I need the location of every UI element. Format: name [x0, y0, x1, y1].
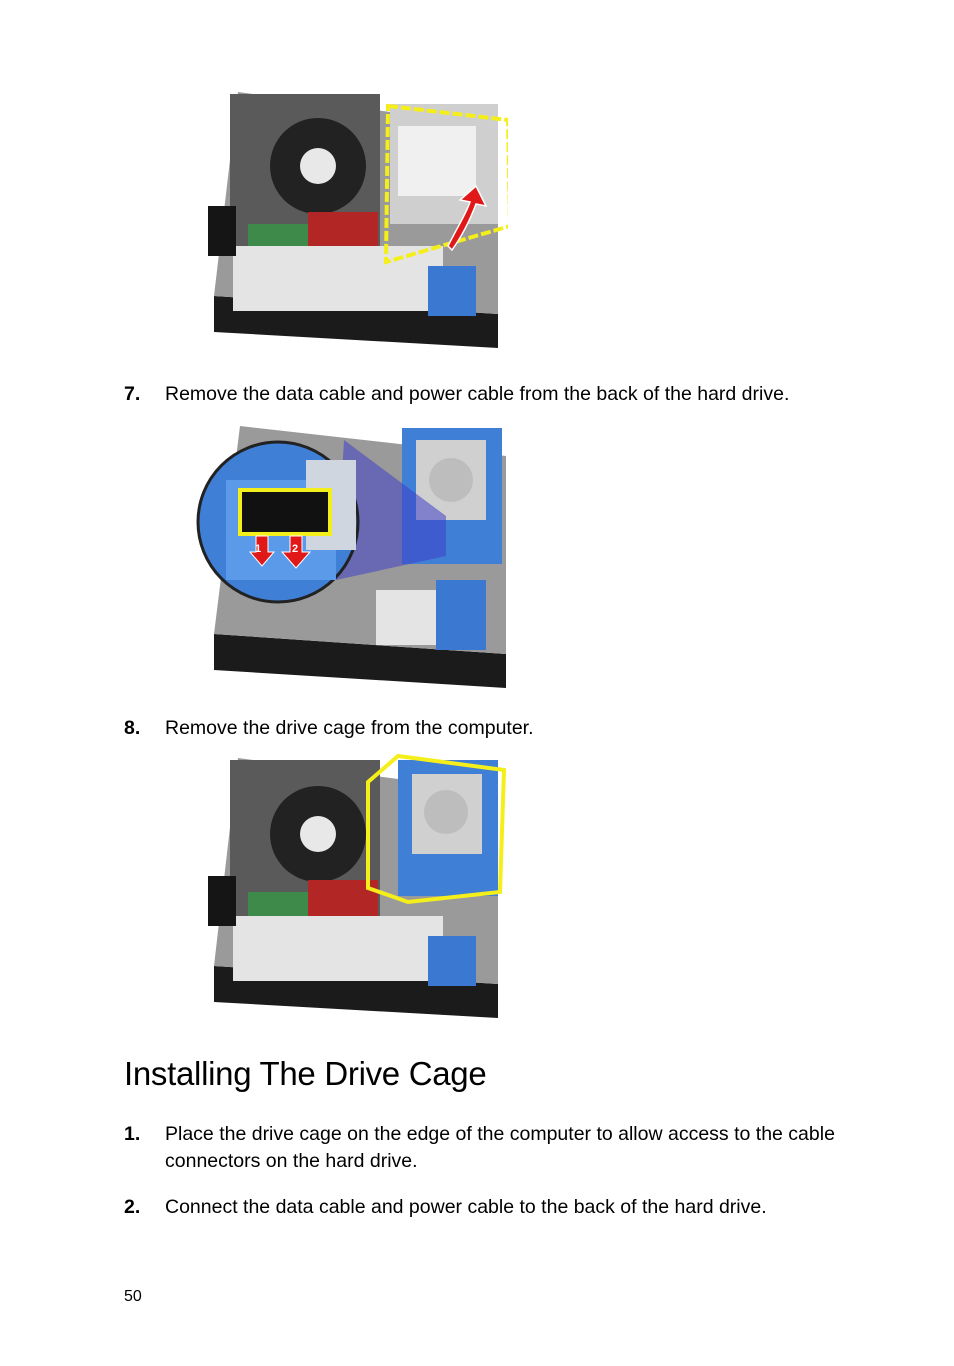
step-number: 8.: [124, 717, 141, 739]
figure-disconnect-cables: [196, 420, 510, 692]
step-text: Remove the drive cage from the computer.: [165, 717, 534, 739]
step-text: Connect the data cable and power cable to the back of the hard drive.: [165, 1196, 767, 1218]
section-title: Installing The Drive Cage: [124, 1055, 487, 1092]
step-number: 1.: [124, 1123, 141, 1145]
figure-remove-optical-drive: [208, 86, 508, 356]
step-text: Place the drive cage on the edge of the computer to allow access to the cable connectors on the hard drive.: [165, 1123, 835, 1172]
callout-2: 2: [292, 543, 299, 555]
page-number: 50: [124, 1288, 142, 1305]
callout-1: 1: [255, 543, 262, 555]
step-number: 7.: [124, 383, 141, 405]
step-text: Remove the data cable and power cable from the back of the hard drive.: [165, 383, 790, 405]
step-number: 2.: [124, 1196, 141, 1218]
figure-remove-drive-cage: [208, 752, 508, 1024]
